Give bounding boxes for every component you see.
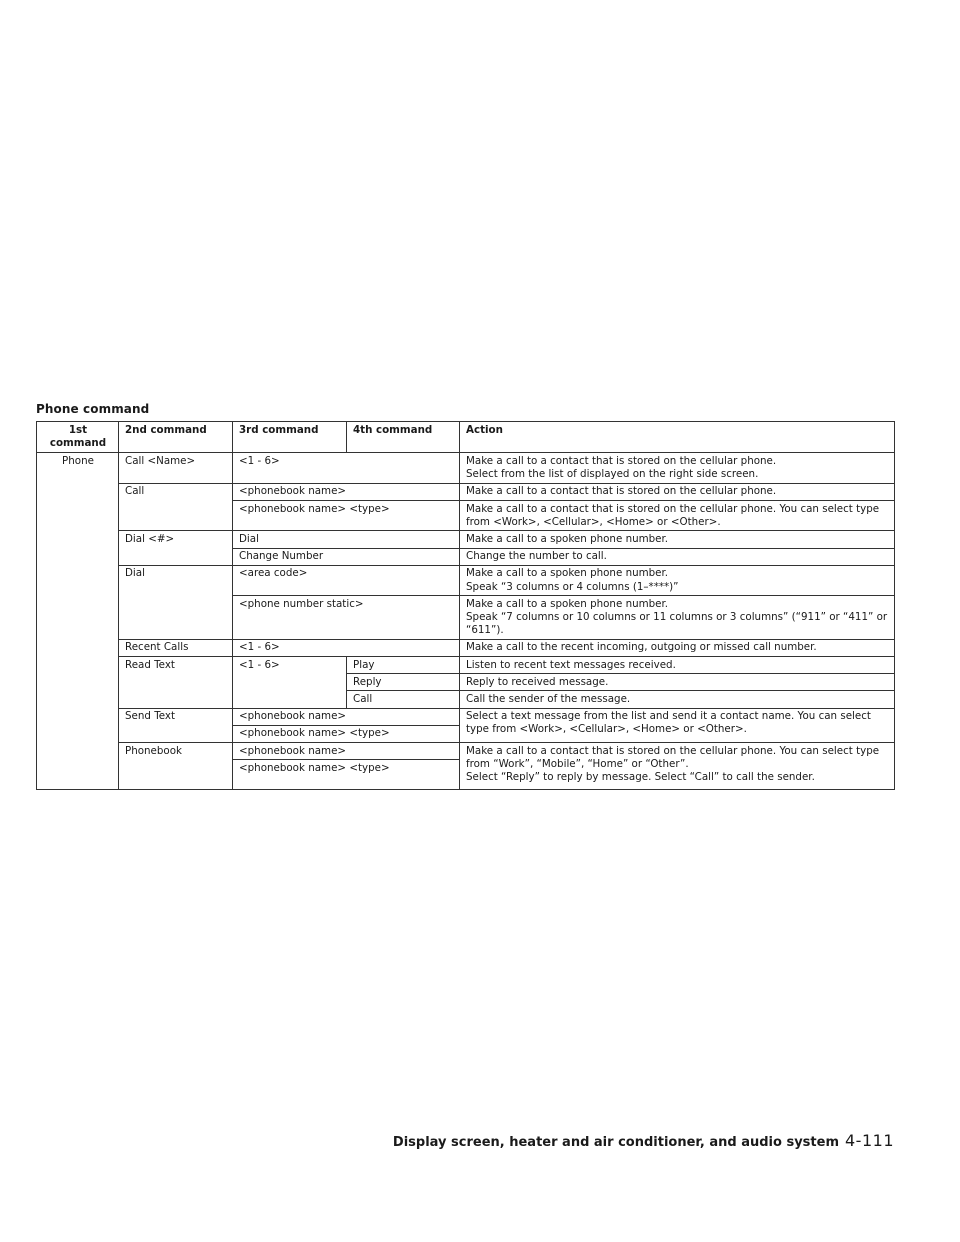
table-row bbox=[37, 531, 895, 548]
section-title: Phone command bbox=[36, 402, 150, 416]
cell-action: Make a call to a contact that is stored on the cellular phone. Select from the list of displayed on the right side screen. bbox=[460, 453, 895, 483]
table-row bbox=[37, 743, 895, 760]
cell-action: Make a call to the recent incoming, outgoing or missed call number. bbox=[460, 639, 895, 656]
cell-2nd: Call bbox=[119, 483, 233, 531]
header-action: Action bbox=[460, 422, 895, 453]
cell-3rd: <phonebook name> <type> bbox=[233, 760, 460, 790]
cell-2nd: Dial <#> bbox=[119, 531, 233, 565]
cell-2nd: Call <Name> bbox=[119, 453, 233, 483]
phone-command-table bbox=[36, 421, 895, 790]
cell-3rd: <area code> bbox=[233, 565, 460, 595]
cell-3rd: <phonebook name> <type> bbox=[233, 501, 460, 531]
table-row bbox=[37, 639, 895, 656]
cell-action: Listen to recent text messages received. bbox=[460, 657, 895, 674]
cell-2nd: Send Text bbox=[119, 708, 233, 742]
cell-3rd: <1 - 6> bbox=[233, 639, 460, 656]
cell-4th: Play bbox=[347, 657, 460, 674]
header-2nd-command: 2nd command bbox=[119, 422, 233, 453]
cell-2nd: Read Text bbox=[119, 657, 233, 709]
cell-4th: Call bbox=[347, 691, 460, 708]
table-row bbox=[37, 565, 895, 595]
cell-action: Make a call to a spoken phone number. Speak “3 columns or 4 columns (1–****)” bbox=[460, 565, 895, 595]
cell-4th: Reply bbox=[347, 674, 460, 691]
footer-chapter-title: Display screen, heater and air conditioner, and audio system bbox=[392, 1135, 839, 1150]
cell-action: Make a call to a contact that is stored on the cellular phone. bbox=[460, 483, 895, 500]
cell-3rd: <phonebook name> bbox=[233, 708, 460, 725]
table-row bbox=[37, 657, 895, 674]
header-3rd-command: 3rd command bbox=[233, 422, 347, 453]
page-footer bbox=[393, 1131, 894, 1150]
table-header-row bbox=[37, 422, 895, 453]
cell-3rd: <phonebook name> bbox=[233, 743, 460, 760]
cell-action: Change the number to call. bbox=[460, 548, 895, 565]
cell-3rd: <phonebook name> bbox=[233, 483, 460, 500]
table-row bbox=[37, 453, 895, 483]
table-row bbox=[37, 483, 895, 500]
cell-action: Call the sender of the message. bbox=[460, 691, 895, 708]
cell-action: Make a call to a spoken phone number. bbox=[460, 531, 895, 548]
cell-action: Make a call to a contact that is stored on the cellular phone. You can select type from <Work>, <Cellular>, <Home> or <Other>. bbox=[460, 501, 895, 531]
cell-3rd: Change Number bbox=[233, 548, 460, 565]
cell-action: Reply to received message. bbox=[460, 674, 895, 691]
cell-3rd: <phonebook name> <type> bbox=[233, 725, 460, 742]
cell-2nd: Dial bbox=[119, 565, 233, 639]
cell-action: Make a call to a spoken phone number. Speak “7 columns or 10 columns or 11 columns or 3 columns” (“911” or “411” or “611”). bbox=[460, 596, 895, 640]
header-1st-command: 1st command bbox=[37, 422, 119, 453]
cell-1st-phone: Phone bbox=[37, 453, 119, 790]
cell-3rd: <1 - 6> bbox=[233, 453, 460, 483]
table-row bbox=[37, 708, 895, 725]
cell-action: Make a call to a contact that is stored on the cellular phone. You can select type from “Work”, “Mobile”, “Home” or “Other”. Select “Reply” to reply by message. Select “Call” to call the sender. bbox=[460, 743, 895, 790]
header-4th-command: 4th command bbox=[347, 422, 460, 453]
cell-3rd: Dial bbox=[233, 531, 460, 548]
cell-2nd: Recent Calls bbox=[119, 639, 233, 656]
cell-2nd: Phonebook bbox=[119, 743, 233, 790]
cell-3rd: <phone number static> bbox=[233, 596, 460, 640]
cell-action: Select a text message from the list and send it a contact name. You can select type from <Work>, <Cellular>, <Home> or <Other>. bbox=[460, 708, 895, 742]
cell-3rd: <1 - 6> bbox=[233, 657, 347, 709]
page-number: 4-111 bbox=[845, 1131, 894, 1150]
